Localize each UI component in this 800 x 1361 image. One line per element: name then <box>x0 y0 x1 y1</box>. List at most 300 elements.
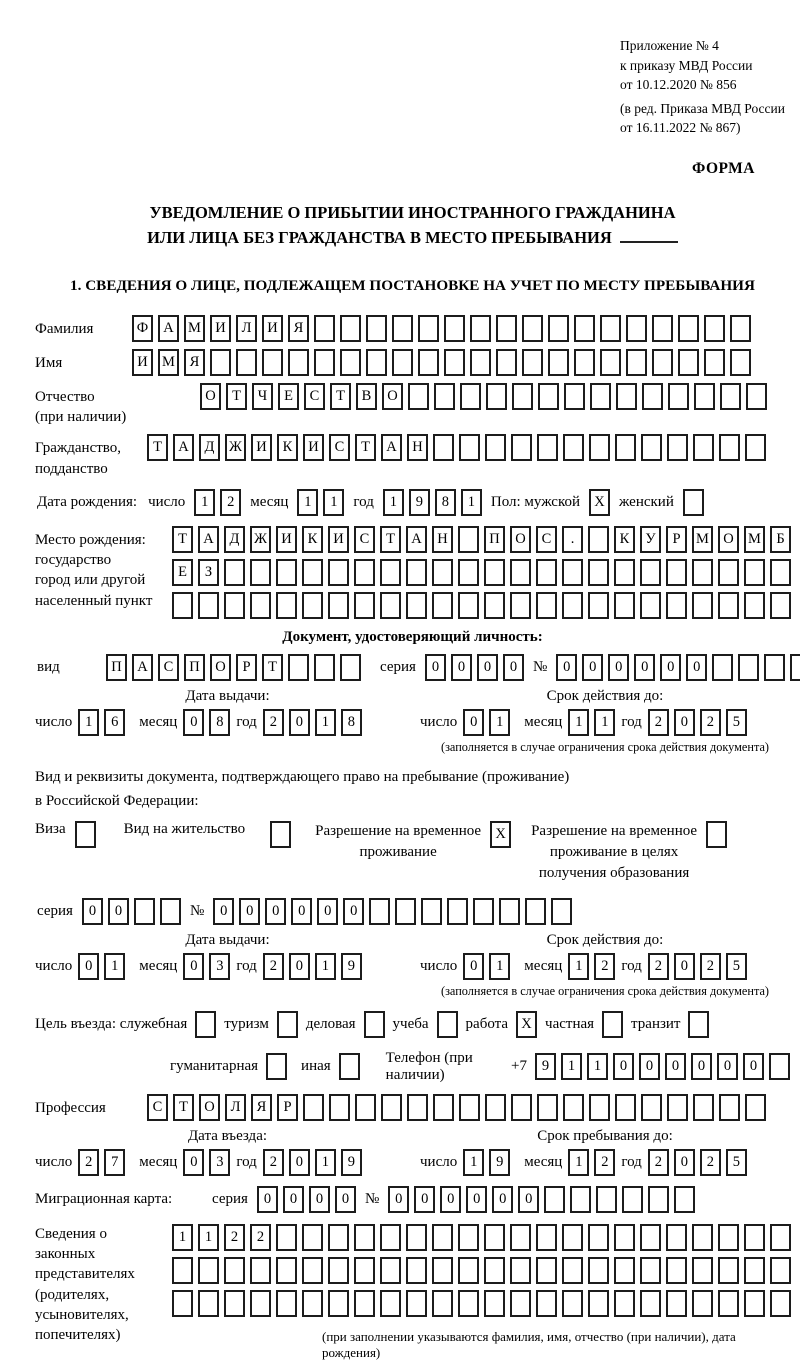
birth-place-cell[interactable] <box>744 559 765 586</box>
permit-series-cell[interactable] <box>134 898 155 925</box>
representatives-cell[interactable] <box>198 1257 219 1284</box>
name-cell[interactable] <box>704 349 725 376</box>
profession-input[interactable] <box>147 1094 766 1121</box>
representatives-cell[interactable] <box>302 1224 323 1251</box>
profession-cell[interactable] <box>537 1094 558 1121</box>
surname-cell[interactable] <box>366 315 387 342</box>
birth-place-cell[interactable]: Б <box>770 526 791 553</box>
surname-cell[interactable] <box>652 315 673 342</box>
profession-cell[interactable]: Р <box>277 1094 298 1121</box>
name-cell[interactable] <box>236 349 257 376</box>
birth-place-cell[interactable] <box>744 592 765 619</box>
purpose-humanitarian-checkbox[interactable] <box>266 1053 287 1080</box>
purpose-other-cell[interactable] <box>339 1053 360 1080</box>
profession-cell[interactable] <box>511 1094 532 1121</box>
birth-place-cell[interactable] <box>484 592 505 619</box>
birth-place-input-row3[interactable] <box>172 592 791 619</box>
birth-year-cell[interactable]: 1 <box>461 489 482 516</box>
permit-valid-cell[interactable]: 1 <box>489 953 510 980</box>
sex-male-checkbox[interactable] <box>589 489 610 516</box>
sex-female-cell[interactable] <box>683 489 704 516</box>
profession-cell[interactable] <box>459 1094 480 1121</box>
mig-number-cell[interactable] <box>544 1186 565 1213</box>
surname-cell[interactable] <box>574 315 595 342</box>
representatives-cell[interactable]: 1 <box>198 1224 219 1251</box>
profession-cell[interactable] <box>667 1094 688 1121</box>
citizenship-cell[interactable] <box>589 434 610 461</box>
permit-series-cell[interactable]: 0 <box>82 898 103 925</box>
representatives-cell[interactable] <box>250 1257 271 1284</box>
patronymic-cell[interactable] <box>590 383 611 410</box>
permit-issue-cell[interactable]: 2 <box>263 953 284 980</box>
representatives-cell[interactable] <box>250 1290 271 1317</box>
representatives-input-row2[interactable] <box>172 1257 791 1284</box>
representatives-cell[interactable] <box>380 1290 401 1317</box>
surname-cell[interactable] <box>522 315 543 342</box>
stay-cell[interactable]: 2 <box>594 1149 615 1176</box>
birth-place-cell[interactable] <box>770 592 791 619</box>
name-cell[interactable] <box>496 349 517 376</box>
birth-place-cell[interactable] <box>484 559 505 586</box>
doc-issue-year-input[interactable] <box>263 709 362 736</box>
surname-cell[interactable] <box>548 315 569 342</box>
purpose-transit-checkbox[interactable] <box>688 1011 709 1038</box>
patronymic-cell[interactable] <box>746 383 767 410</box>
citizenship-cell[interactable]: А <box>173 434 194 461</box>
representatives-cell[interactable] <box>536 1257 557 1284</box>
birth-place-cell[interactable] <box>666 592 687 619</box>
name-cell[interactable] <box>470 349 491 376</box>
entry-cell[interactable]: 3 <box>209 1149 230 1176</box>
permit-number-cell[interactable] <box>473 898 494 925</box>
birth-place-cell[interactable] <box>172 592 193 619</box>
citizenship-cell[interactable]: С <box>329 434 350 461</box>
citizenship-cell[interactable]: Д <box>199 434 220 461</box>
representatives-input-row3[interactable] <box>172 1290 791 1317</box>
doc-type-cell[interactable] <box>288 654 309 681</box>
birth-place-cell[interactable] <box>250 592 271 619</box>
surname-cell[interactable]: М <box>184 315 205 342</box>
citizenship-cell[interactable] <box>719 434 740 461</box>
representatives-cell[interactable] <box>380 1257 401 1284</box>
permit-issue-cell[interactable]: 3 <box>209 953 230 980</box>
representatives-cell[interactable] <box>770 1257 791 1284</box>
birth-place-cell[interactable] <box>562 559 583 586</box>
permit-number-cell[interactable]: 0 <box>265 898 286 925</box>
permit-valid-cell[interactable]: 0 <box>674 953 695 980</box>
mig-number-cell[interactable]: 0 <box>492 1186 513 1213</box>
stay-cell[interactable]: 0 <box>674 1149 695 1176</box>
entry-year-input[interactable] <box>263 1149 362 1176</box>
representatives-cell[interactable] <box>562 1257 583 1284</box>
patronymic-cell[interactable] <box>642 383 663 410</box>
birth-place-cell[interactable]: И <box>328 526 349 553</box>
patronymic-cell[interactable] <box>408 383 429 410</box>
entry-cell[interactable]: 2 <box>263 1149 284 1176</box>
name-cell[interactable] <box>210 349 231 376</box>
citizenship-cell[interactable] <box>641 434 662 461</box>
birth-year-cell[interactable]: 9 <box>409 489 430 516</box>
doc-series-input[interactable] <box>425 654 524 681</box>
doc-valid-cell[interactable]: 2 <box>700 709 721 736</box>
representatives-cell[interactable] <box>328 1257 349 1284</box>
patronymic-cell[interactable]: Т <box>226 383 247 410</box>
birth-place-cell[interactable] <box>302 559 323 586</box>
name-cell[interactable] <box>574 349 595 376</box>
birth-place-cell[interactable] <box>770 559 791 586</box>
surname-cell[interactable]: И <box>210 315 231 342</box>
phone-cell[interactable]: 0 <box>665 1053 686 1080</box>
representatives-cell[interactable] <box>224 1257 245 1284</box>
birth-place-cell[interactable] <box>198 592 219 619</box>
representatives-cell[interactable] <box>588 1224 609 1251</box>
profession-cell[interactable]: Л <box>225 1094 246 1121</box>
doc-type-cell[interactable]: Р <box>236 654 257 681</box>
purpose-humanitarian-cell[interactable] <box>266 1053 287 1080</box>
representatives-cell[interactable] <box>640 1224 661 1251</box>
patronymic-cell[interactable]: О <box>200 383 221 410</box>
birth-place-cell[interactable] <box>328 559 349 586</box>
purpose-official-checkbox[interactable] <box>195 1011 216 1038</box>
mig-number-cell[interactable] <box>570 1186 591 1213</box>
permit-number-cell[interactable] <box>447 898 468 925</box>
doc-number-cell[interactable] <box>712 654 733 681</box>
representatives-cell[interactable] <box>406 1290 427 1317</box>
representatives-cell[interactable] <box>588 1290 609 1317</box>
mig-series-cell[interactable]: 0 <box>309 1186 330 1213</box>
profession-cell[interactable]: Т <box>173 1094 194 1121</box>
representatives-cell[interactable] <box>432 1290 453 1317</box>
doc-type-cell[interactable] <box>340 654 361 681</box>
doc-issue-cell[interactable]: 8 <box>341 709 362 736</box>
purpose-study-checkbox[interactable] <box>437 1011 458 1038</box>
birth-place-cell[interactable] <box>562 592 583 619</box>
birth-place-cell[interactable] <box>458 592 479 619</box>
surname-cell[interactable]: Ф <box>132 315 153 342</box>
representatives-cell[interactable] <box>458 1290 479 1317</box>
permit-number-cell[interactable] <box>421 898 442 925</box>
birth-year-cell[interactable]: 1 <box>383 489 404 516</box>
birth-place-cell[interactable] <box>380 592 401 619</box>
patronymic-cell[interactable] <box>460 383 481 410</box>
permit-issue-cell[interactable]: 9 <box>341 953 362 980</box>
representatives-cell[interactable] <box>328 1224 349 1251</box>
sex-female-checkbox[interactable] <box>683 489 704 516</box>
doc-number-input[interactable] <box>556 654 800 681</box>
permit-valid-cell[interactable]: 2 <box>594 953 615 980</box>
profession-cell[interactable] <box>407 1094 428 1121</box>
name-cell[interactable]: И <box>132 349 153 376</box>
profession-cell[interactable] <box>381 1094 402 1121</box>
doc-series-cell[interactable]: 0 <box>503 654 524 681</box>
representatives-cell[interactable] <box>692 1224 713 1251</box>
birth-place-cell[interactable] <box>224 592 245 619</box>
permit-issue-month-input[interactable] <box>183 953 230 980</box>
doc-number-cell[interactable]: 0 <box>634 654 655 681</box>
name-cell[interactable] <box>340 349 361 376</box>
representatives-cell[interactable] <box>432 1257 453 1284</box>
profession-cell[interactable] <box>303 1094 324 1121</box>
phone-cell[interactable]: 9 <box>535 1053 556 1080</box>
birth-place-cell[interactable] <box>640 592 661 619</box>
representatives-cell[interactable] <box>666 1257 687 1284</box>
name-cell[interactable] <box>652 349 673 376</box>
representatives-cell[interactable] <box>744 1257 765 1284</box>
doc-valid-month-input[interactable] <box>568 709 615 736</box>
surname-cell[interactable] <box>392 315 413 342</box>
representatives-cell[interactable] <box>588 1257 609 1284</box>
birth-place-cell[interactable] <box>380 559 401 586</box>
birth-place-cell[interactable]: Н <box>432 526 453 553</box>
doc-type-cell[interactable] <box>314 654 335 681</box>
birth-place-cell[interactable]: К <box>614 526 635 553</box>
profession-cell[interactable] <box>615 1094 636 1121</box>
phone-cell[interactable]: 1 <box>561 1053 582 1080</box>
representatives-cell[interactable] <box>614 1290 635 1317</box>
permit-valid-cell[interactable]: 2 <box>700 953 721 980</box>
stay-cell[interactable]: 1 <box>463 1149 484 1176</box>
birth-place-input-row2[interactable] <box>172 559 791 586</box>
name-cell[interactable] <box>418 349 439 376</box>
name-cell[interactable] <box>522 349 543 376</box>
representatives-cell[interactable] <box>640 1257 661 1284</box>
doc-issue-cell[interactable]: 2 <box>263 709 284 736</box>
representatives-cell[interactable] <box>172 1257 193 1284</box>
doc-series-cell[interactable]: 0 <box>425 654 446 681</box>
birth-place-cell[interactable]: Е <box>172 559 193 586</box>
residence-permit-checkbox[interactable] <box>270 821 291 848</box>
representatives-cell[interactable] <box>614 1257 635 1284</box>
doc-number-cell[interactable] <box>764 654 785 681</box>
purpose-private-cell[interactable] <box>602 1011 623 1038</box>
birth-place-cell[interactable]: О <box>718 526 739 553</box>
patronymic-cell[interactable]: Ч <box>252 383 273 410</box>
representatives-cell[interactable] <box>744 1224 765 1251</box>
doc-number-cell[interactable]: 0 <box>556 654 577 681</box>
temp-residence-edu-checkbox[interactable] <box>706 821 727 848</box>
profession-cell[interactable] <box>355 1094 376 1121</box>
name-cell[interactable] <box>626 349 647 376</box>
birth-place-cell[interactable] <box>692 592 713 619</box>
representatives-cell[interactable] <box>380 1224 401 1251</box>
representatives-cell[interactable] <box>692 1257 713 1284</box>
permit-series-cell[interactable]: 0 <box>108 898 129 925</box>
doc-number-cell[interactable] <box>738 654 759 681</box>
birth-place-cell[interactable] <box>406 559 427 586</box>
phone-cell[interactable] <box>769 1053 790 1080</box>
representatives-cell[interactable] <box>276 1224 297 1251</box>
representatives-cell[interactable] <box>510 1224 531 1251</box>
profession-cell[interactable] <box>745 1094 766 1121</box>
doc-valid-year-input[interactable] <box>648 709 747 736</box>
permit-issue-cell[interactable]: 0 <box>289 953 310 980</box>
doc-type-cell[interactable]: Т <box>262 654 283 681</box>
birth-place-cell[interactable] <box>250 559 271 586</box>
permit-number-cell[interactable] <box>499 898 520 925</box>
birth-place-cell[interactable] <box>588 559 609 586</box>
name-cell[interactable]: Я <box>184 349 205 376</box>
birth-place-cell[interactable] <box>510 592 531 619</box>
doc-valid-cell[interactable]: 1 <box>568 709 589 736</box>
mig-number-cell[interactable]: 0 <box>466 1186 487 1213</box>
mig-number-cell[interactable] <box>622 1186 643 1213</box>
entry-cell[interactable]: 0 <box>183 1149 204 1176</box>
representatives-cell[interactable] <box>172 1290 193 1317</box>
profession-cell[interactable] <box>433 1094 454 1121</box>
phone-cell[interactable]: 1 <box>587 1053 608 1080</box>
birth-day-cell[interactable]: 2 <box>220 489 241 516</box>
birth-place-cell[interactable]: О <box>510 526 531 553</box>
representatives-cell[interactable] <box>718 1257 739 1284</box>
permit-issue-cell[interactable]: 1 <box>104 953 125 980</box>
purpose-private-checkbox[interactable] <box>602 1011 623 1038</box>
purpose-work-checkbox[interactable] <box>516 1011 537 1038</box>
representatives-cell[interactable] <box>536 1224 557 1251</box>
name-cell[interactable] <box>314 349 335 376</box>
mig-number-cell[interactable]: 0 <box>518 1186 539 1213</box>
doc-valid-cell[interactable]: 2 <box>648 709 669 736</box>
doc-valid-cell[interactable]: 0 <box>674 709 695 736</box>
representatives-cell[interactable] <box>510 1257 531 1284</box>
purpose-other-checkbox[interactable] <box>339 1053 360 1080</box>
representatives-cell[interactable] <box>484 1257 505 1284</box>
entry-month-input[interactable] <box>183 1149 230 1176</box>
patronymic-cell[interactable] <box>434 383 455 410</box>
doc-issue-month-input[interactable] <box>183 709 230 736</box>
citizenship-cell[interactable]: Н <box>407 434 428 461</box>
entry-cell[interactable]: 7 <box>104 1149 125 1176</box>
doc-issue-cell[interactable]: 0 <box>289 709 310 736</box>
surname-cell[interactable] <box>704 315 725 342</box>
phone-cell[interactable]: 0 <box>691 1053 712 1080</box>
purpose-official-cell[interactable] <box>195 1011 216 1038</box>
entry-cell[interactable]: 2 <box>78 1149 99 1176</box>
entry-cell[interactable]: 0 <box>289 1149 310 1176</box>
birth-place-cell[interactable]: П <box>484 526 505 553</box>
representatives-cell[interactable] <box>666 1290 687 1317</box>
birth-place-cell[interactable] <box>640 559 661 586</box>
doc-series-cell[interactable]: 0 <box>477 654 498 681</box>
permit-series-cell[interactable] <box>160 898 181 925</box>
entry-cell[interactable]: 9 <box>341 1149 362 1176</box>
citizenship-cell[interactable]: Т <box>355 434 376 461</box>
permit-valid-month-input[interactable] <box>568 953 615 980</box>
doc-number-cell[interactable]: 0 <box>608 654 629 681</box>
doc-type-cell[interactable]: П <box>106 654 127 681</box>
permit-number-cell[interactable]: 0 <box>291 898 312 925</box>
stay-cell[interactable]: 2 <box>700 1149 721 1176</box>
birth-place-cell[interactable] <box>718 592 739 619</box>
birth-place-cell[interactable] <box>614 559 635 586</box>
name-cell[interactable] <box>366 349 387 376</box>
birth-place-cell[interactable] <box>406 592 427 619</box>
birth-place-cell[interactable]: Д <box>224 526 245 553</box>
birth-place-cell[interactable] <box>510 559 531 586</box>
birth-year-cell[interactable]: 8 <box>435 489 456 516</box>
surname-cell[interactable]: Я <box>288 315 309 342</box>
mig-number-cell[interactable]: 0 <box>388 1186 409 1213</box>
representatives-cell[interactable] <box>536 1290 557 1317</box>
citizenship-cell[interactable] <box>667 434 688 461</box>
birth-place-cell[interactable] <box>588 526 609 553</box>
birth-place-cell[interactable] <box>328 592 349 619</box>
mig-number-cell[interactable] <box>648 1186 669 1213</box>
permit-number-cell[interactable]: 0 <box>317 898 338 925</box>
doc-issue-cell[interactable]: 8 <box>209 709 230 736</box>
citizenship-cell[interactable]: Ж <box>225 434 246 461</box>
birth-month-cell[interactable]: 1 <box>323 489 344 516</box>
representatives-cell[interactable] <box>562 1290 583 1317</box>
doc-issue-cell[interactable]: 1 <box>315 709 336 736</box>
surname-cell[interactable] <box>444 315 465 342</box>
patronymic-input[interactable] <box>200 383 767 410</box>
name-input[interactable] <box>132 349 751 376</box>
citizenship-cell[interactable] <box>693 434 714 461</box>
doc-type-cell[interactable]: А <box>132 654 153 681</box>
permit-number-cell[interactable]: 0 <box>343 898 364 925</box>
birth-place-cell[interactable] <box>432 559 453 586</box>
representatives-cell[interactable] <box>354 1290 375 1317</box>
profession-cell[interactable] <box>485 1094 506 1121</box>
surname-input[interactable] <box>132 315 751 342</box>
temp-residence-edu-cell[interactable] <box>706 821 727 848</box>
permit-number-cell[interactable] <box>551 898 572 925</box>
name-cell[interactable] <box>678 349 699 376</box>
birth-place-cell[interactable]: М <box>744 526 765 553</box>
permit-issue-year-input[interactable] <box>263 953 362 980</box>
birth-place-cell[interactable]: А <box>406 526 427 553</box>
sex-male-cell[interactable]: X <box>589 489 610 516</box>
doc-number-cell[interactable] <box>790 654 800 681</box>
patronymic-cell[interactable] <box>694 383 715 410</box>
stay-cell[interactable]: 5 <box>726 1149 747 1176</box>
name-cell[interactable] <box>600 349 621 376</box>
birth-place-cell[interactable] <box>276 559 297 586</box>
representatives-cell[interactable] <box>718 1224 739 1251</box>
mig-number-cell[interactable]: 0 <box>440 1186 461 1213</box>
permit-number-cell[interactable] <box>369 898 390 925</box>
birth-place-cell[interactable] <box>692 559 713 586</box>
permit-series-input[interactable] <box>82 898 181 925</box>
representatives-cell[interactable]: 2 <box>224 1224 245 1251</box>
doc-valid-cell[interactable]: 0 <box>463 709 484 736</box>
doc-number-cell[interactable]: 0 <box>660 654 681 681</box>
mig-number-cell[interactable] <box>674 1186 695 1213</box>
doc-series-cell[interactable]: 0 <box>451 654 472 681</box>
patronymic-cell[interactable] <box>512 383 533 410</box>
doc-type-cell[interactable]: С <box>158 654 179 681</box>
representatives-cell[interactable]: 1 <box>172 1224 193 1251</box>
profession-cell[interactable]: О <box>199 1094 220 1121</box>
name-cell[interactable] <box>548 349 569 376</box>
representatives-cell[interactable] <box>302 1290 323 1317</box>
purpose-business-checkbox[interactable] <box>364 1011 385 1038</box>
doc-issue-cell[interactable]: 0 <box>183 709 204 736</box>
profession-cell[interactable]: С <box>147 1094 168 1121</box>
mig-series-cell[interactable]: 0 <box>335 1186 356 1213</box>
purpose-tourism-cell[interactable] <box>277 1011 298 1038</box>
stay-month-input[interactable] <box>568 1149 615 1176</box>
birth-month-cell[interactable]: 1 <box>297 489 318 516</box>
name-cell[interactable] <box>262 349 283 376</box>
citizenship-cell[interactable] <box>511 434 532 461</box>
birth-day-input[interactable] <box>194 489 241 516</box>
purpose-business-cell[interactable] <box>364 1011 385 1038</box>
representatives-cell[interactable] <box>510 1290 531 1317</box>
doc-issue-cell[interactable]: 6 <box>104 709 125 736</box>
representatives-cell[interactable] <box>198 1290 219 1317</box>
representatives-cell[interactable] <box>692 1290 713 1317</box>
